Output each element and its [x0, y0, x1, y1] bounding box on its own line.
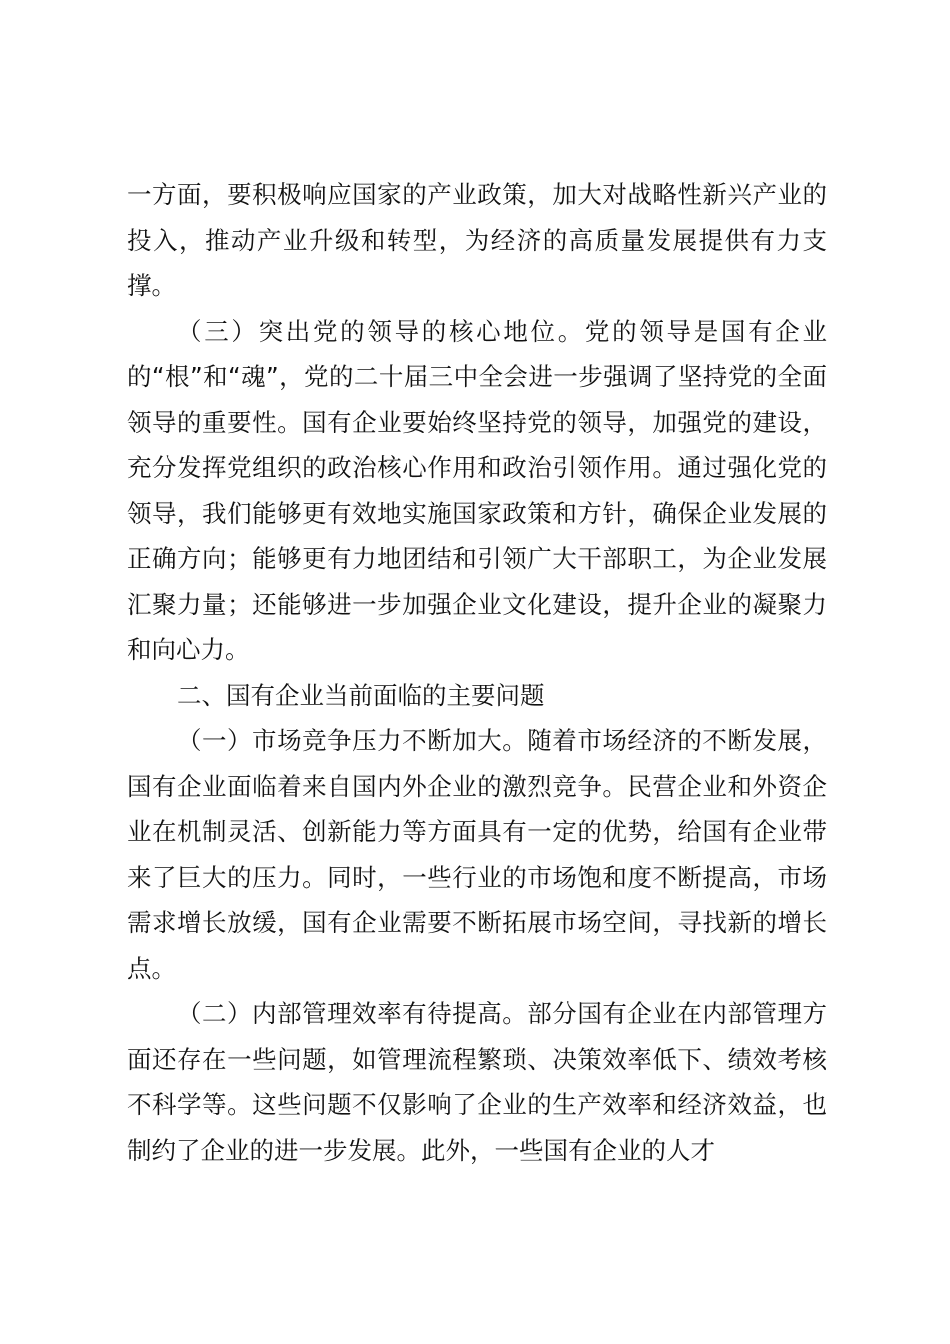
paragraph-internal-management: （二）内部管理效率有待提高。部分国有企业在内部管理方面还存在一些问题，如管理流程繁琐、决策效率低下、绩效考核不科学等。这些问题不仅影响了企业的生产效率和经济效益，也制约了企业的进一步发展。此外，一些国有企业的人才 [127, 999, 827, 1165]
document-body [127, 172, 827, 1173]
paragraph-industry-policy: 一方面，要积极响应国家的产业政策，加大对战略性新兴产业的投入，推动产业升级和转型，为经济的高质量发展提供有力支撑。 [127, 180, 827, 300]
section-heading-main-problems: 二、国有企业当前面临的主要问题 [177, 680, 545, 710]
paragraph-party-leadership: （三）突出党的领导的核心地位。党的领导是国有企业的“根”和“魂”，党的二十届三中全会进一步强调了坚持党的全面领导的重要性。国有企业要始终坚持党的领导，加强党的建设，充分发挥党组织的政治核心作用和政治引领作用。通过强化党的领导，我们能够更有效地实施国家政策和方针，确保企业发展的正确方向；能够更有力地团结和引领广大干部职工，为企业发展汇聚力量；还能够进一步加强企业文化建设，提升企业的凝聚力和向心力。 [127, 316, 827, 664]
paragraph-market-competition: （一）市场竞争压力不断加大。随着市场经济的不断发展，国有企业面临着来自国内外企业的激烈竞争。民营企业和外资企业在机制灵活、创新能力等方面具有一定的优势，给国有企业带来了巨大的压力。同时，一些行业的市场饱和度不断提高，市场需求增长放缓，国有企业需要不断拓展市场空间，寻找新的增长点。 [127, 726, 827, 983]
